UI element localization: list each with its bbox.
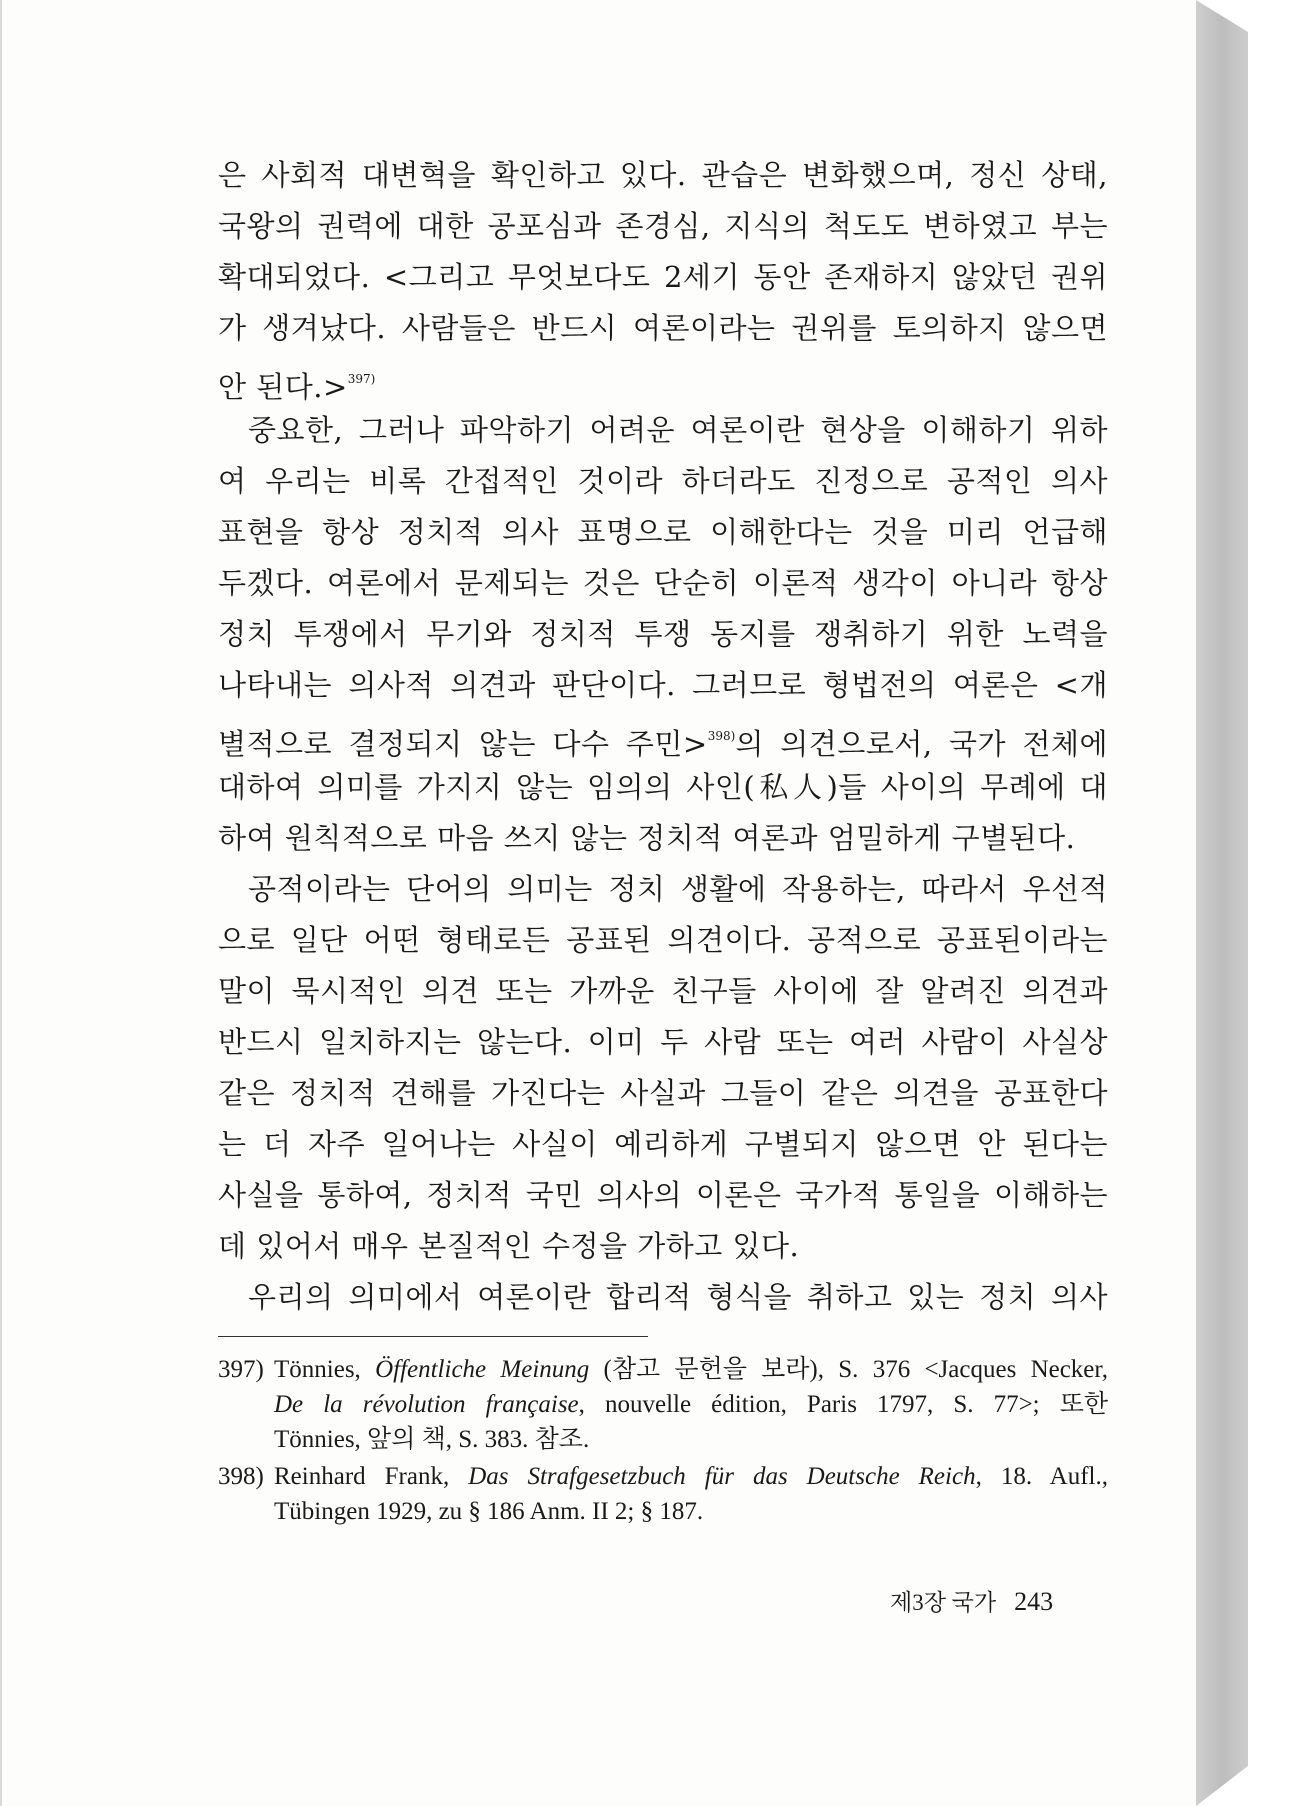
text-span: , nouvelle édition, Paris 1797, S. 77>; 또한 (578, 1391, 1108, 1418)
footnote-body (274, 1352, 1108, 1457)
footnote-ref-397: 397) (347, 372, 376, 386)
text-line: 으로 일단 어떤 형태로든 공표된 의견이다. 공적으로 공표된이라는 (218, 923, 1108, 957)
text-line: 공적이라는 단어의 의미는 정치 생활에 작용하는, 따라서 우선적 (248, 872, 1108, 906)
footnote-line: Tönnies, 앞의 책, S. 383. 참조. (274, 1426, 590, 1453)
footnote-398 (218, 1459, 1108, 1529)
footnote-body (274, 1459, 1108, 1529)
text-line: 대하여 의미를 가지지 않는 임의의 사인(私人)들 사이의 무례에 대 (218, 770, 1108, 804)
text-line: 정치 투쟁에서 무기와 정치적 투쟁 동지를 쟁취하기 위한 노력을 (218, 617, 1108, 651)
book-edge (1196, 0, 1248, 1806)
footnote-397 (218, 1352, 1108, 1457)
book-title: Das Strafgesetzbuch für das Deutsche Reich (468, 1463, 976, 1490)
footnote-number: 398) (218, 1463, 264, 1490)
footnotes (218, 1352, 1108, 1531)
text-line: 말이 묵시적인 의견 또는 가까운 친구들 사이에 잘 알려진 의견과 (218, 974, 1108, 1008)
text-line: 반드시 일치하지는 않는다. 이미 두 사람 또는 여러 사람이 사실상 (218, 1025, 1108, 1059)
text-span: 의 의견으로서, 국가 전체에 (735, 727, 1108, 761)
body-text (218, 150, 1108, 1323)
text-line: 여 우리는 비록 간접적인 것이라 하더라도 진정으로 공적인 의사 (218, 464, 1108, 498)
text-line: 표현을 항상 정치적 의사 표명으로 이해한다는 것을 미리 언급해 (218, 515, 1108, 549)
text-line: 은 사회적 대변혁을 확인하고 있다. 관습은 변화했으며, 정신 상태, (218, 158, 1108, 192)
text-span: 별적으로 결정되지 않는 다수 주민> (218, 727, 708, 761)
footnote-ref-398: 398) (707, 729, 736, 743)
text-span: 안 된다.> (218, 370, 348, 404)
text-line: 하여 원칙적으로 마음 쓰지 않는 정치적 여론과 엄밀하게 구별된다. (218, 821, 1076, 855)
text-span: , 18. Aufl., (975, 1463, 1108, 1490)
text-line: 국왕의 권력에 대한 공포심과 존경심, 지식의 척도도 변하였고 부는 (218, 209, 1108, 243)
page-footer (890, 1584, 1053, 1617)
text-line: 확대되었다. <그리고 무엇보다도 2세기 동안 존재하지 않았던 권위 (218, 260, 1108, 294)
footnote-divider (218, 1336, 648, 1337)
text-line: 사실을 통하여, 정치적 국민 의사의 이론은 국가적 통일을 이해하는 (218, 1178, 1108, 1212)
footnote-line (274, 1387, 1108, 1422)
text-span: Reinhard Frank, (274, 1463, 469, 1490)
text-line (218, 711, 1108, 762)
footnote-line: Tübingen 1929, zu § 186 Anm. II 2; § 187. (274, 1498, 704, 1525)
book-title: Öffentliche Meinung (375, 1356, 590, 1383)
text-line: 는 더 자주 일어나는 사실이 예리하게 구별되지 않으면 안 된다는 (218, 1127, 1108, 1161)
chapter-title: 제3장 국가 (890, 1590, 997, 1615)
text-line: 중요한, 그러나 파악하기 어려운 여론이란 현상을 이해하기 위하 (248, 413, 1108, 447)
text-line: 가 생겨났다. 사람들은 반드시 여론이라는 권위를 토의하지 않으면 (218, 311, 1108, 345)
text-line: 우리의 의미에서 여론이란 합리적 형식을 취하고 있는 정치 의사 (248, 1280, 1108, 1314)
text-line: 나타내는 의사적 의견과 판단이다. 그러므로 형법전의 여론은 <개 (218, 668, 1108, 702)
text-line (218, 354, 1108, 405)
footnote-line (274, 1459, 1108, 1494)
book-title: De la révolution française (274, 1391, 579, 1418)
text-span: Tönnies, (274, 1356, 376, 1383)
text-line: 데 있어서 매우 본질적인 수정을 가하고 있다. (218, 1229, 800, 1263)
footnote-line (274, 1352, 1108, 1387)
footnote-number: 397) (218, 1356, 264, 1383)
text-line: 같은 정치적 견해를 가진다는 사실과 그들이 같은 의견을 공표한다 (218, 1076, 1108, 1110)
page-number: 243 (1014, 1587, 1054, 1616)
text-span: (참고 문헌을 보라), S. 376 <Jacques Necker, (589, 1356, 1108, 1383)
text-line: 두겠다. 여론에서 문제되는 것은 단순히 이론적 생각이 아니라 항상 (218, 566, 1108, 600)
